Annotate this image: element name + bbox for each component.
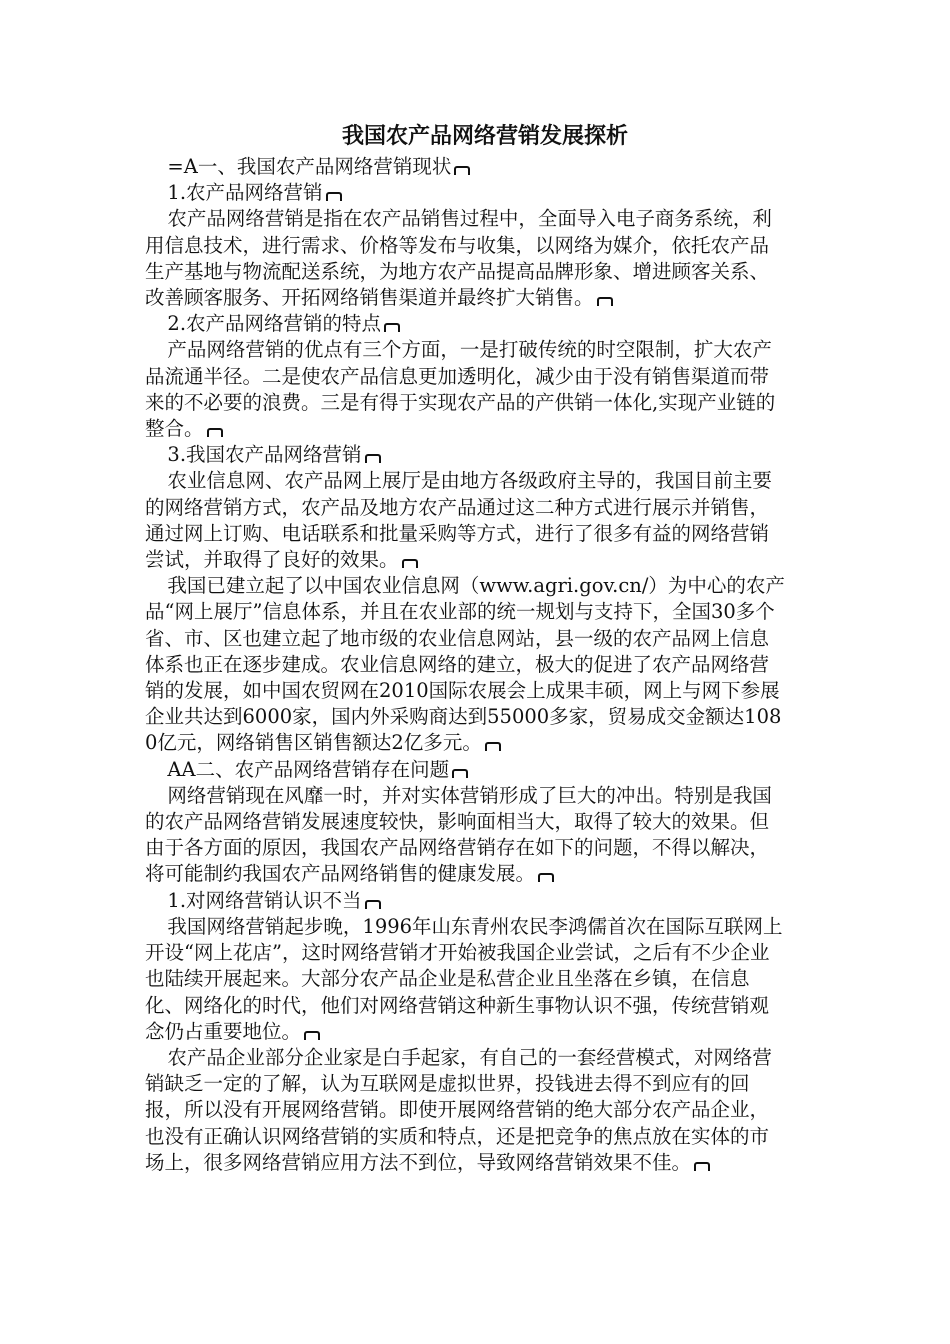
paragraph-mark-icon (364, 899, 382, 909)
paragraph-text: AA二、农产品网络营销存在问题 (167, 757, 450, 781)
paragraph-text: 1.农产品网络营销 (167, 181, 323, 205)
body-paragraph (145, 783, 785, 888)
subheading-2-1 (145, 888, 785, 914)
subheading-1-3 (145, 442, 785, 468)
section-heading-2 (145, 757, 785, 783)
paragraph-text: 农产品企业部分企业家是白手起家，有自己的一套经营模式，对网络营销缺乏一定的了解，认为互联网是虚拟世界，投钱进去得不到应有的回报，所以没有开展网络营销。即使开展网络营销的绝大部分农产品企业，也没有正确认识网络营销的实质和特点，还是把竞争的焦点放在实体的市场上，很多网络营销应用方法不到位，导致网络营销效果不佳。 (145, 1045, 772, 1174)
paragraph-mark-icon (596, 296, 614, 306)
paragraph-mark-icon (206, 427, 224, 437)
paragraph-mark-icon (693, 1161, 711, 1171)
paragraph-mark-icon (401, 558, 419, 568)
paragraph-mark-icon (453, 165, 471, 175)
paragraph-text: 3.我国农产品网络营销 (167, 443, 362, 467)
paragraph-text: 农产品网络营销是指在农产品销售过程中，全面导入电子商务系统，利用信息技术，进行需求、价格等发布与收集，以网络为媒介，依托农产品生产基地与物流配送系统，为地方农产品提高品牌形象、增进顾客关系、改善顾客服务、开拓网络销售渠道并最终扩大销售。 (145, 207, 772, 310)
paragraph-text: 网络营销现在风靡一时，并对实体营销形成了巨大的冲出。特别是我国的农产品网络营销发展速度较快，影响面相当大，取得了较大的效果。但由于各方面的原因，我国农产品网络营销存在如下的问题，不得以解决，将可能制约我国农产品网络销售的健康发展。 (145, 783, 772, 886)
paragraph-text: 1.对网络营销认识不当 (167, 888, 362, 912)
paragraph-text: 2.农产品网络营销的特点 (167, 312, 382, 336)
body-paragraph (145, 206, 785, 311)
body-paragraph (145, 468, 785, 573)
paragraph-mark-icon (537, 872, 555, 882)
paragraph-mark-icon (325, 191, 343, 201)
paragraph-mark-icon (364, 453, 382, 463)
paragraph-text: 我国已建立起了以中国农业信息网（www.agri.gov.cn/）为中心的农产品“网上展厅”信息体系，并且在农业部的统一规划与支持下，全国30多个省、市、区也建立起了地市级的农业信息网站，县一级的农产品网上信息体系也正在逐步建成。农业信息网络的建立，极大的促进了农产品网络营销的发展，如中国农贸网在2010国际农展会上成果丰硕，网上与网下参展企业共达到6000家，国内外采购商达到55000多家，贸易成交金额达1080亿元，网络销售区销售额达2亿多元。 (145, 574, 785, 755)
paragraph-mark-icon (303, 1030, 321, 1040)
body-paragraph (145, 1045, 785, 1176)
paragraph-mark-icon (484, 741, 502, 751)
subheading-1-2 (145, 311, 785, 337)
body-paragraph (145, 914, 785, 1045)
paragraph-text: =A一、我国农产品网络营销现状 (167, 155, 452, 178)
paragraph-mark-icon (451, 768, 469, 778)
subheading-1-1 (145, 180, 785, 206)
body-paragraph (145, 573, 785, 756)
section-heading-1 (145, 154, 785, 180)
document-title: 我国农产品网络营销发展探析 (341, 123, 628, 149)
document-page (145, 118, 785, 1176)
paragraph-text: 产品网络营销的优点有三个方面，一是打破传统的时空限制，扩大农产品流通半径。二是使农产品信息更加透明化，减少由于没有销售渠道而带来的不必要的浪费。三是有得于实现农产品的产供销一体化,实现产业链的整合。 (145, 338, 776, 441)
paragraph-mark-icon (383, 322, 401, 332)
paragraph-text: 我国网络营销起步晚，1996年山东青州农民李鸿儒首次在国际互联网上开设“网上花店”，这时网络营销才开始被我国企业尝试，之后有不少企业也陆续开展起来。大部分农产品企业是私营企业且坐落在乡镇，在信息化、网络化的时代，他们对网络营销这种新生事物认识不强，传统营销观念仍占重要地位。 (145, 914, 783, 1043)
paragraph-text: 农业信息网、农产品网上展厅是由地方各级政府主导的，我国目前主要的网络营销方式，农产品及地方农产品通过这二种方式进行展示并销售，通过网上订购、电话联系和批量采购等方式，进行了很多有益的网络营销尝试，并取得了良好的效果。 (145, 469, 772, 572)
body-paragraph (145, 337, 785, 442)
